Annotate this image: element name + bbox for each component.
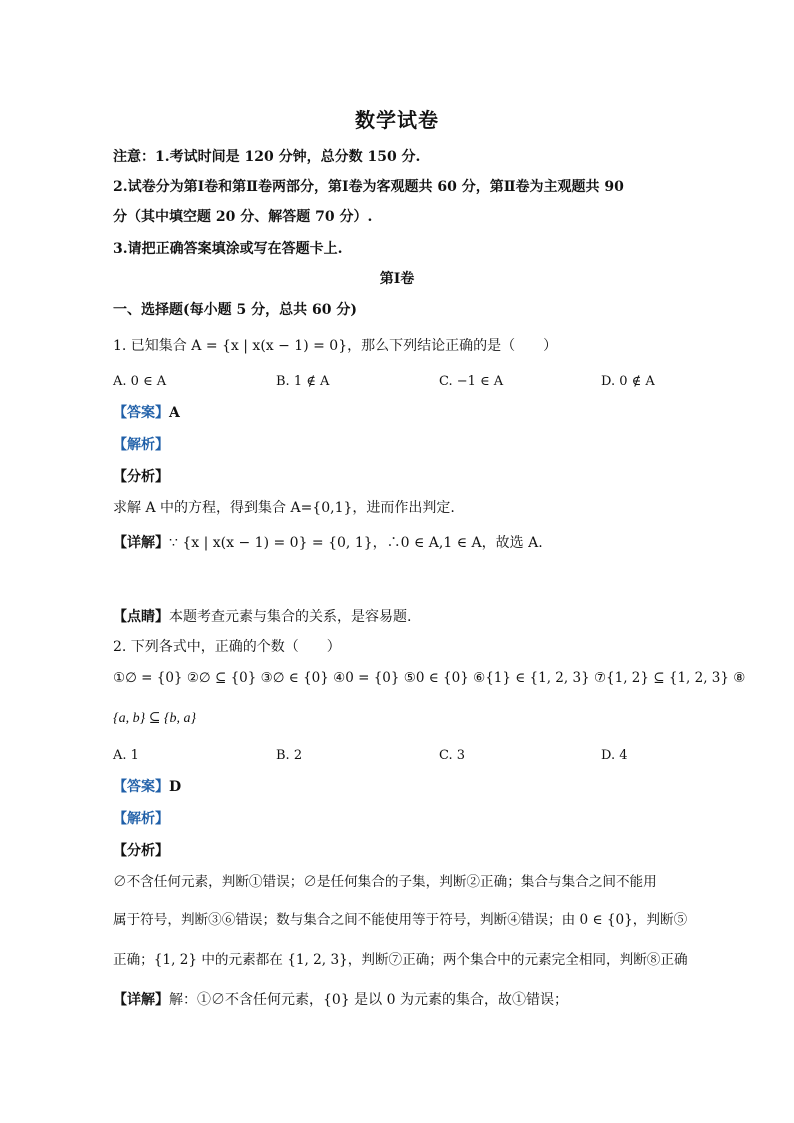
q1-answer-line [113,403,180,423]
note-2-line-1: 2.试卷分为第Ⅰ卷和第Ⅱ卷两部分，第Ⅰ卷为客观题共 60 分，第Ⅱ卷为主观题共 90 [113,179,624,195]
q2-detail-tag: 【详解】 [113,992,169,1008]
q2-answer-tag: 【答案】 [113,779,169,795]
q1-option-d: D. 0 ∉ A [601,374,655,389]
q1-comment-tag: 【点睛】 [113,609,169,625]
q2-fenxi-line-2: 属于符号，判断③⑥错误；数与集合之间不能使用等于符号，判断④错误；由 0 ∈ {0}，判断⑤ [113,912,688,928]
q1-detail-line [113,533,543,553]
q2-detail-text: 解：①∅不含任何元素，{0} 是以 0 为元素的集合，故①错误； [169,992,568,1008]
q2-stem: 2. 下列各式中，正确的个数（ ） [113,639,341,655]
q2-answer-line [113,777,181,797]
q2-detail-line [113,990,568,1010]
note-1: 注意：1.考试时间是 120 分钟，总分数 150 分. [113,149,421,165]
q2-items-line-1: ①∅ = {0} ②∅ ⊆ {0} ③∅ ∈ {0} ④0 = {0} ⑤0 ∈ {0} ⑥{1} ∈ {1, 2, 3} ⑦{1, 2} ⊆ {1, 2, 3} ⑧ [113,670,746,686]
q1-comment-text: 本题考查元素与集合的关系，是容易题. [169,609,412,625]
q1-option-c: C. −1 ∈ A [439,374,504,389]
note-3: 3.请把正确答案填涂或写在答题卡上. [113,241,343,257]
q1-answer-tag: 【答案】 [113,405,169,421]
q1-answer: A [169,405,180,421]
q2-option-b: B. 2 [276,748,303,763]
q1-option-b: B. 1 ∉ A [276,374,330,389]
q2-items-line-2: {a, b} ⊆ {b, a} [113,711,197,726]
q2-analysis-tag: 【解析】 [113,811,169,827]
q1-fenxi-tag: 【分析】 [113,469,169,485]
q1-detail-text: ∵ {x | x(x − 1) = 0} = {0, 1}，∴0 ∈ A,1 ∈ A，故选 A. [169,535,543,551]
page-title: 数学试卷 [355,108,439,132]
q1-fenxi-text: 求解 A 中的方程，得到集合 A={0,1}，进而作出判定. [113,500,455,516]
q2-option-c: C. 3 [439,748,466,763]
q2-fenxi-line-1: ∅不含任何元素，判断①错误；∅是任何集合的子集，判断②正确；集合与集合之间不能用 [113,874,657,890]
part-title: 第Ⅰ卷 [379,271,415,287]
q2-option-a: A. 1 [113,748,139,763]
q1-analysis-tag: 【解析】 [113,437,169,453]
q1-comment-line [113,607,411,627]
q2-fenxi-tag: 【分析】 [113,843,169,859]
note-2-line-2: 分（其中填空题 20 分、解答题 70 分）. [113,209,373,225]
q1-option-a: A. 0 ∈ A [113,374,167,389]
q2-answer: D [169,779,182,795]
q1-stem: 1. 已知集合 A = {x | x(x − 1) = 0}，那么下列结论正确的是（ ） [113,338,558,354]
q2-fenxi-line-3: 正确；{1, 2} 中的元素都在 {1, 2, 3}，判断⑦正确；两个集合中的元素完全相同，判断⑧正确 [113,952,688,968]
section-title: 一、选择题(每小题 5 分，总共 60 分) [113,302,357,318]
q1-detail-tag: 【详解】 [113,535,169,551]
q2-option-d: D. 4 [601,748,628,763]
